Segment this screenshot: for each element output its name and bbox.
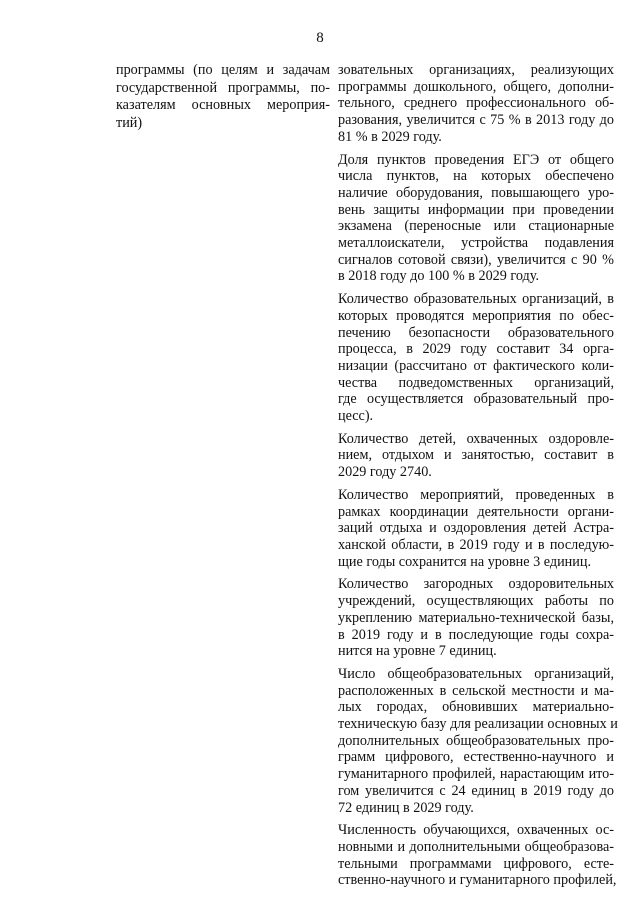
paragraph-line: расположенных в сельской местности и ма- <box>338 682 614 699</box>
paragraph-line: ственно-научного и гуманитарного профилей, <box>338 872 617 889</box>
left-column <box>116 62 330 132</box>
paragraph-line: программы дошкольного, общего, дополни- <box>338 78 614 95</box>
paragraph-line: лых городах, обновивших материально- <box>338 699 614 716</box>
left-column-line: государственной программы, по- <box>116 79 330 96</box>
paragraph-line: цесс). <box>338 408 374 425</box>
paragraph-line: Количество детей, охваченных оздоровле- <box>338 430 614 447</box>
paragraph-line: тельного, среднего профессионального об- <box>338 95 614 112</box>
paragraph-line: Количество загородных оздоровительных <box>338 576 614 593</box>
paragraph-line: укреплению материально-технической базы, <box>338 609 614 626</box>
paragraph-line: щие годы сохранится на уровне 3 единиц. <box>338 553 591 570</box>
paragraph-line: тельными программами цифрового, есте- <box>338 855 614 872</box>
paragraph-line: разования, увеличится с 75 % в 2013 году до <box>338 112 614 129</box>
paragraph-line: техническую базу для реализации основных и <box>338 716 618 733</box>
paragraph-line: грамм цифрового, естественно-научного и <box>338 749 614 766</box>
paragraph-children-recreation <box>338 431 614 481</box>
paragraph-rural-schools <box>338 665 618 816</box>
paragraph-line: 2029 году 2740. <box>338 464 432 481</box>
paragraph-line: сигналов сотовой связи), увеличится с 90 % <box>338 251 614 268</box>
paragraph-line: печению безопасности образовательного <box>338 324 614 341</box>
paragraph-line: 72 единиц в 2029 году. <box>338 799 474 816</box>
paragraph-line: где осуществляется образовательный про- <box>338 391 614 408</box>
paragraph-line: гуманитарного профилей, нарастающим ито- <box>338 766 614 783</box>
paragraph-coordination-events <box>338 487 614 571</box>
paragraph-line: чества подведомственных организаций, <box>338 374 614 391</box>
paragraph-line: Доля пунктов проведения ЕГЭ от общего <box>338 151 614 168</box>
paragraph-line: в 2018 году до 100 % в 2029 году. <box>338 268 539 285</box>
paragraph-line: которых проводятся мероприятия по обес- <box>338 307 614 324</box>
paragraph-line: вень защиты информации при проведении <box>338 201 614 218</box>
paragraph-line: Число общеобразовательных организаций, <box>338 665 614 682</box>
paragraph-line: нится на уровне 7 единиц. <box>338 643 497 660</box>
page-number: 8 <box>316 30 324 46</box>
left-column-line: казателям основных мероприя- <box>116 97 330 114</box>
paragraph-line: Количество образовательных организаций, в <box>338 291 614 308</box>
paragraph-line: экзамена (переносные или стационарные <box>338 218 614 235</box>
paragraph-line: учреждений, осуществляющих работы по <box>338 593 614 610</box>
paragraph-ege-points <box>338 152 614 286</box>
paragraph-line: низации (рассчитано от фактического коли- <box>338 357 614 374</box>
paragraph-line: дополнительных общеобразовательных про- <box>338 732 614 749</box>
paragraph-line: ханской области, в 2019 году и в последую- <box>338 536 614 553</box>
paragraph-line: рамках координации деятельности органи- <box>338 503 614 520</box>
paragraph-students-coverage <box>338 822 617 889</box>
paragraph-line: процесса, в 2029 году составит 34 орга- <box>338 341 614 358</box>
paragraph-line: наличие оборудования, повышающего уро- <box>338 184 614 201</box>
paragraph-line: металлоискатели, устройства подавления <box>338 235 614 252</box>
paragraph-line: нием, отдыхом и занятостью, составит в <box>338 447 614 464</box>
paragraph-line: гом увеличится с 24 единиц в 2019 году до <box>338 782 614 799</box>
right-column <box>338 62 618 895</box>
paragraph-line: зовательных организациях, реализующих <box>338 62 614 78</box>
paragraph-line: заций отдыха и оздоровления детей Астра- <box>338 520 614 537</box>
paragraph-line: 81 % в 2029 году. <box>338 128 442 145</box>
left-column-line: тий) <box>116 114 143 131</box>
left-column-line: программы (по целям и задачам <box>116 62 330 78</box>
paragraph-preschool-share <box>338 62 614 146</box>
paragraph-line: Численность обучающихся, охваченных ос- <box>338 822 614 839</box>
paragraph-line: Количество мероприятий, проведенных в <box>338 486 614 503</box>
paragraph-line: числа пунктов, на которых обеспечено <box>338 168 614 185</box>
paragraph-safety-organizations <box>338 291 614 425</box>
paragraph-line: в 2019 году и в последующие годы сохра- <box>338 626 614 643</box>
paragraph-line: новными и дополнительными общеобразова- <box>338 838 614 855</box>
paragraph-summer-camps <box>338 576 614 660</box>
